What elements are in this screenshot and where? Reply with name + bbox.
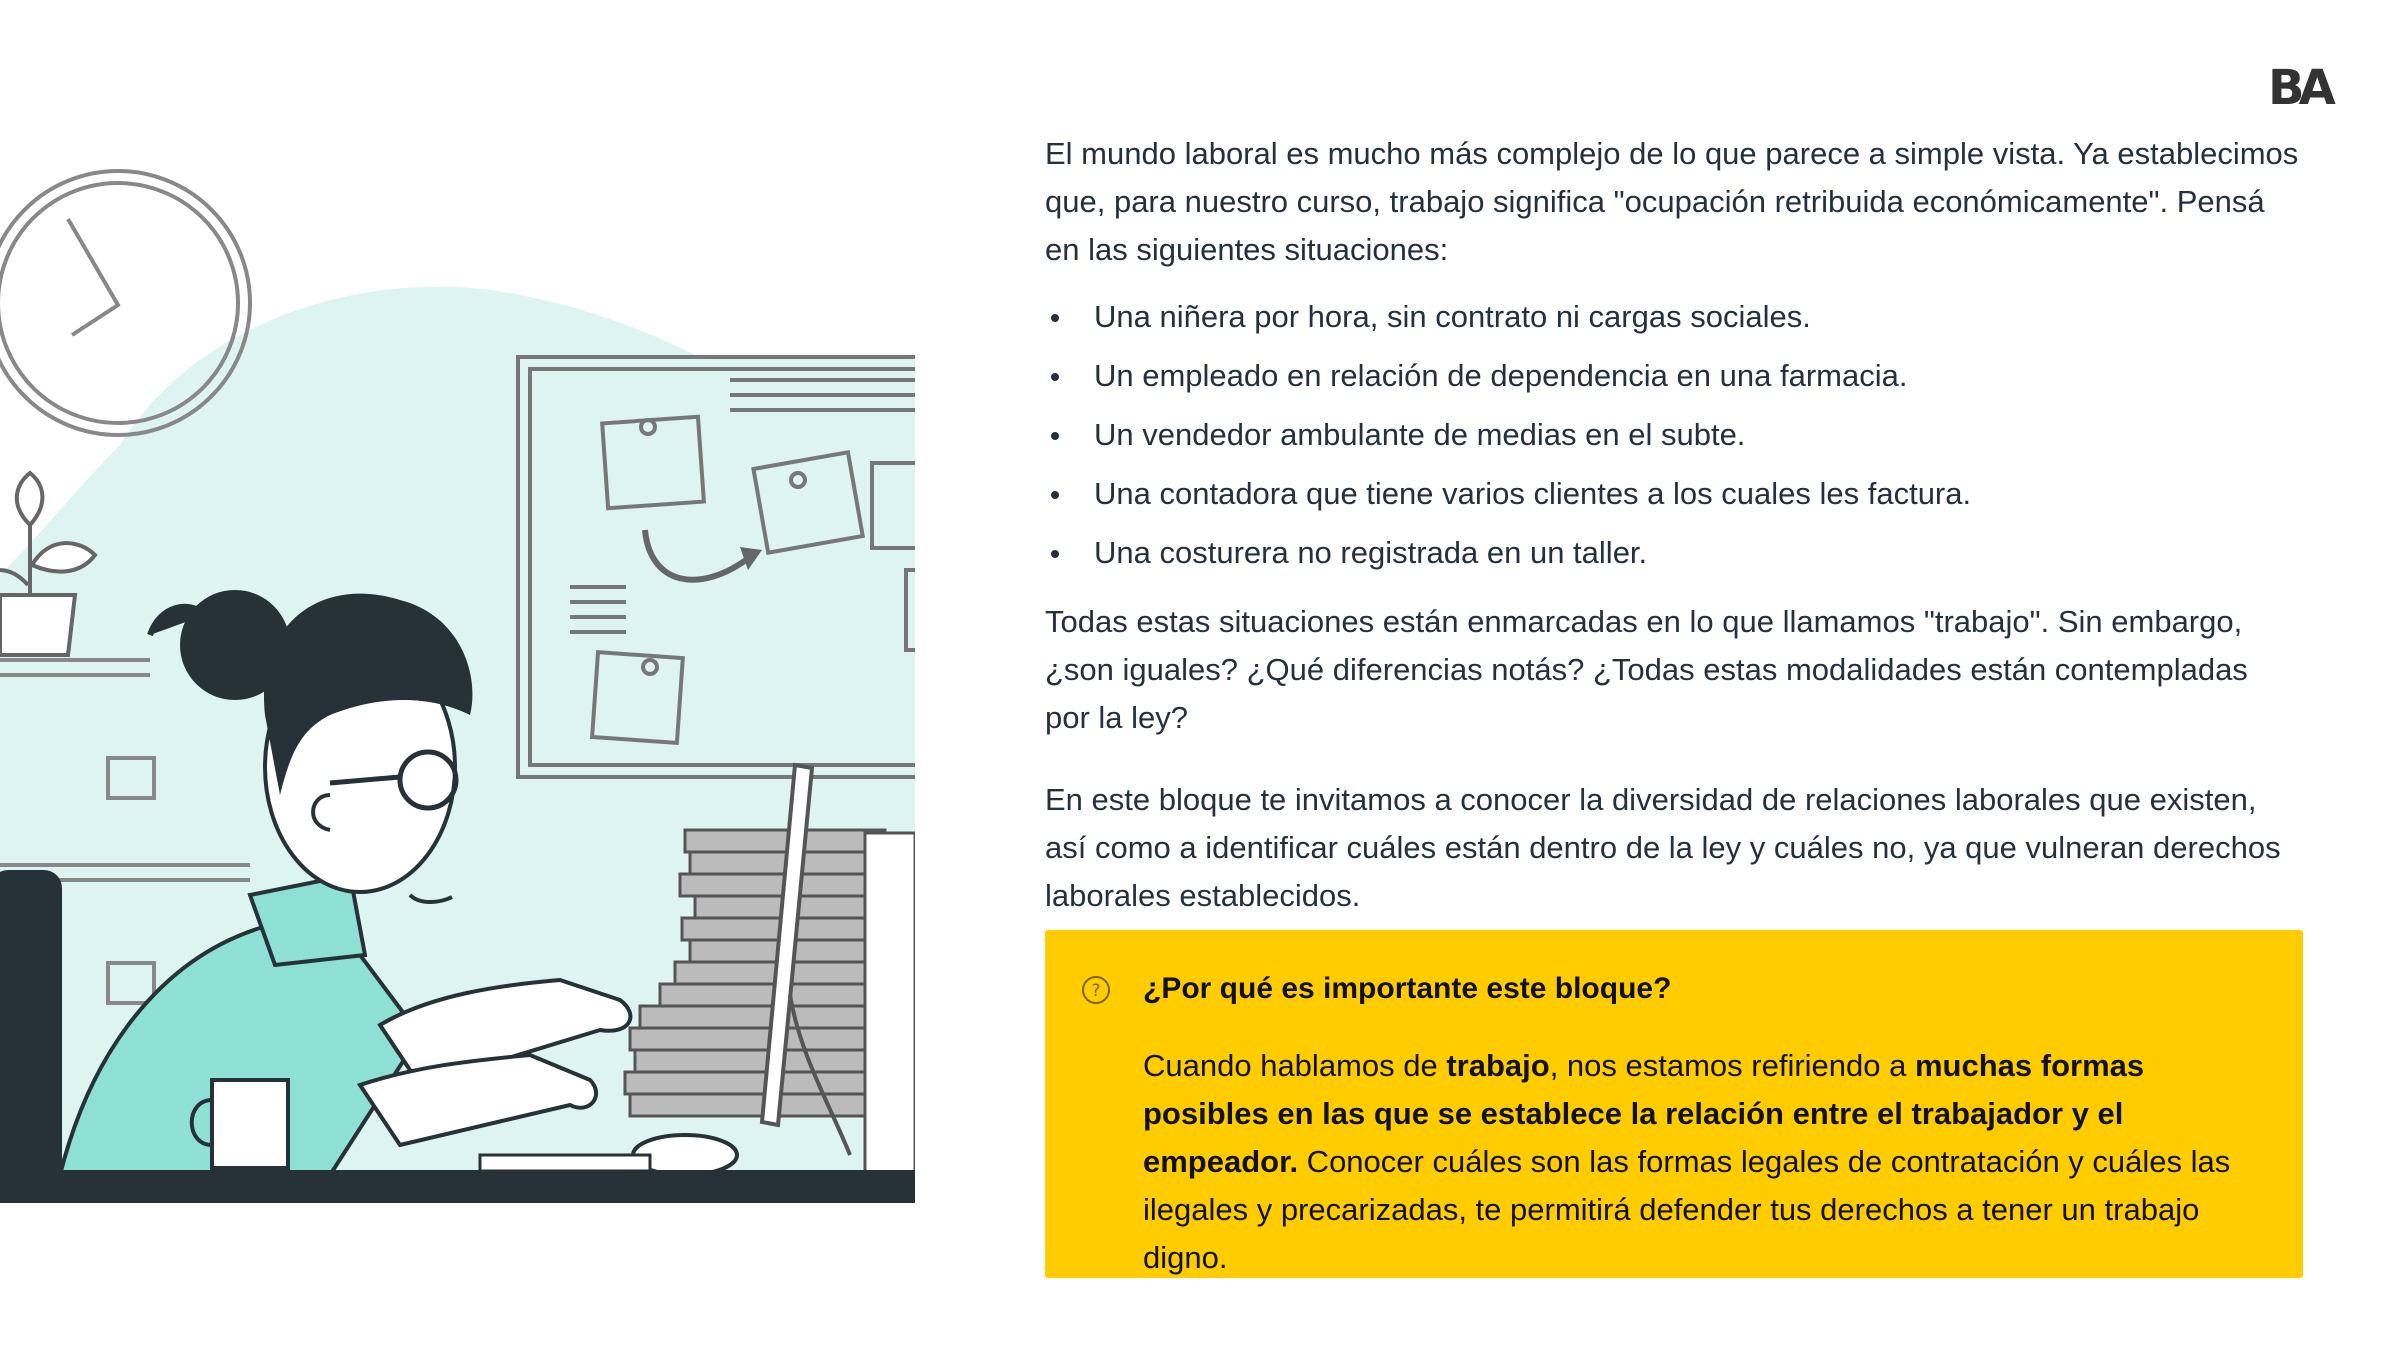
svg-text:?: ? [1091,981,1101,1001]
clock-icon [0,171,250,435]
chair [0,870,62,1180]
callout-bold-text: muchas formas posibles en las que se establece la relación entre el trabajador y el empeador. [1143,1048,2145,1179]
list-item: Un vendedor ambulante de medias en el subte. [1045,416,2300,454]
main-content [1045,130,2300,920]
callout-text: , nos estamos refiriendo a [1549,1048,1915,1083]
desk [0,1170,915,1203]
list-item: Una costurera no registrada en un taller. [1045,534,2300,572]
callout-bold-text: trabajo [1446,1048,1550,1083]
question-circle-icon [1081,975,1111,1005]
logo-text: BA [2268,62,2330,110]
list-item: Un empleado en relación de dependencia en una farmacia. [1045,357,2300,395]
callout-body [1143,1042,2268,1282]
keyboard [480,1155,650,1171]
callout-title: ¿Por qué es importante este bloque? [1143,972,1672,1005]
woman-working-illustration [0,155,915,1203]
intro-paragraph: El mundo laboral es mucho más complejo de lo que parece a simple vista. Ya establecimos que, para nuestro curso, trabajo significa "ocupación retribuida económicamente". Pensá en las siguientes situaciones: [1045,136,2299,267]
paragraph-block-intro: En este bloque te invitamos a conocer la diversidad de relaciones laborales que existen, así como a identificar cuáles están dentro de la ley y cuáles no, ya que vulneran derechos laborales establecidos. [1045,782,2281,913]
list-item: Una niñera por hora, sin contrato ni cargas sociales. [1045,298,2300,336]
callout-text: Conocer cuáles son las formas legales de contratación y cuáles las ilegales y precarizadas, te permitirá defender tus derechos a tener un trabajo digno. [1143,1144,2231,1275]
ba-logo[interactable] [2268,62,2354,110]
situations-list [1045,298,2300,572]
callout-text: Cuando hablamos de [1143,1048,1447,1083]
bulletin-board [518,357,915,777]
paragraph-situations: Todas estas situaciones están enmarcadas en lo que llamamos "trabajo". Sin embargo, ¿son iguales? ¿Qué diferencias notás? ¿Todas estas modalidades están contempladas por la ley? [1045,604,2248,735]
list-item: Una contadora que tiene varios clientes a los cuales les factura. [1045,475,2300,513]
callout-box [1045,930,2303,1278]
